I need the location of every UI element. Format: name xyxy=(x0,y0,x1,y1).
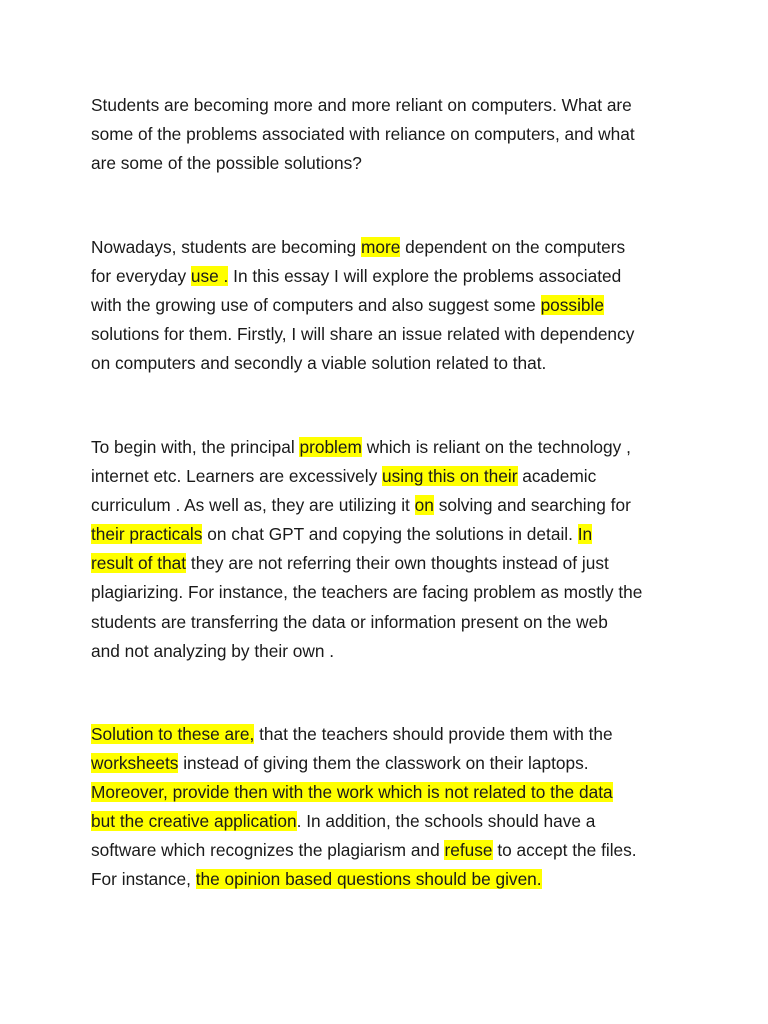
text-line xyxy=(91,778,681,807)
text-line xyxy=(91,608,681,637)
highlighted-text: using this on their xyxy=(382,466,518,487)
highlighted-text: worksheets xyxy=(91,753,179,774)
text-segment: with the growing use of computers and also suggest some xyxy=(91,295,541,316)
text-line xyxy=(91,320,681,349)
highlighted-text: Solution to these are, xyxy=(91,724,255,744)
essay-question xyxy=(91,91,681,178)
text-line xyxy=(91,462,681,491)
text-segment: . In addition, the schools should have a xyxy=(296,811,596,832)
text-segment: for everyday xyxy=(91,266,191,287)
highlighted-text: use . xyxy=(190,266,229,287)
text-segment: and not analyzing by their own . xyxy=(91,640,335,661)
text-line xyxy=(91,291,681,320)
text-line xyxy=(91,578,681,607)
highlighted-text: possible xyxy=(540,295,604,316)
text-segment: on chat GPT and copying the solutions in detail. xyxy=(202,524,578,545)
highlighted-text: In xyxy=(577,524,593,545)
text-segment: Students are becoming more and more reliant on computers. What are xyxy=(91,95,632,115)
highlighted-text: result of that xyxy=(91,553,187,574)
text-line xyxy=(91,433,681,462)
highlighted-text: their practicals xyxy=(91,524,203,545)
text-segment: In this essay I will explore the problems associated xyxy=(228,266,622,287)
highlighted-text: Moreover, provide then with the work which is not related to the data xyxy=(91,782,613,803)
highlighted-text: problem xyxy=(299,437,362,457)
text-segment: academic xyxy=(517,466,597,487)
text-line xyxy=(91,91,681,120)
text-segment: are some of the possible solutions? xyxy=(91,153,362,174)
text-segment: dependent on the computers xyxy=(400,237,626,257)
text-segment: plagiarizing. For instance, the teachers are facing problem as mostly the xyxy=(91,582,643,603)
body-paragraph-problem xyxy=(91,433,681,666)
text-line xyxy=(91,349,681,378)
text-segment: internet etc. Learners are excessively xyxy=(91,466,383,487)
highlighted-text: the opinion based questions should be given. xyxy=(195,869,542,890)
text-line xyxy=(91,262,681,291)
text-segment: For instance, xyxy=(91,869,196,890)
text-line xyxy=(91,120,681,149)
highlighted-text: more xyxy=(360,237,401,257)
text-segment: curriculum . As well as, they are utilizing it xyxy=(91,495,415,516)
text-line xyxy=(91,637,681,666)
body-paragraph-solution xyxy=(91,720,681,895)
text-segment: on computers and secondly a viable solution related to that. xyxy=(91,353,547,374)
text-line xyxy=(91,865,681,894)
text-line xyxy=(91,720,681,749)
text-segment: software which recognizes the plagiarism and xyxy=(91,840,445,861)
highlighted-text: refuse xyxy=(444,840,493,861)
text-segment: To begin with, the principal xyxy=(91,437,300,457)
text-segment: solving and searching for xyxy=(433,495,631,516)
text-segment: students are transferring the data or information present on the web xyxy=(91,611,608,632)
text-line xyxy=(91,520,681,549)
text-line xyxy=(91,836,681,865)
text-segment: instead of giving them the classwork on their laptops. xyxy=(178,753,589,774)
text-line xyxy=(91,549,681,578)
text-segment: Nowadays, students are becoming xyxy=(91,237,361,257)
intro-paragraph xyxy=(91,233,681,378)
highlighted-text: on xyxy=(414,495,434,516)
text-segment: that the teachers should provide them with the xyxy=(254,724,613,744)
text-line xyxy=(91,149,681,178)
text-line xyxy=(91,749,681,778)
text-segment: some of the problems associated with reliance on computers, and what xyxy=(91,124,635,145)
highlighted-text: but the creative application xyxy=(91,811,297,832)
text-segment: to accept the files. xyxy=(492,840,637,861)
text-line xyxy=(91,491,681,520)
text-segment: which is reliant on the technology , xyxy=(361,437,631,457)
text-segment: they are not referring their own thoughts instead of just xyxy=(186,553,609,574)
text-line xyxy=(91,807,681,836)
text-segment: solutions for them. Firstly, I will share an issue related with dependency xyxy=(91,324,635,345)
text-line xyxy=(91,233,681,262)
